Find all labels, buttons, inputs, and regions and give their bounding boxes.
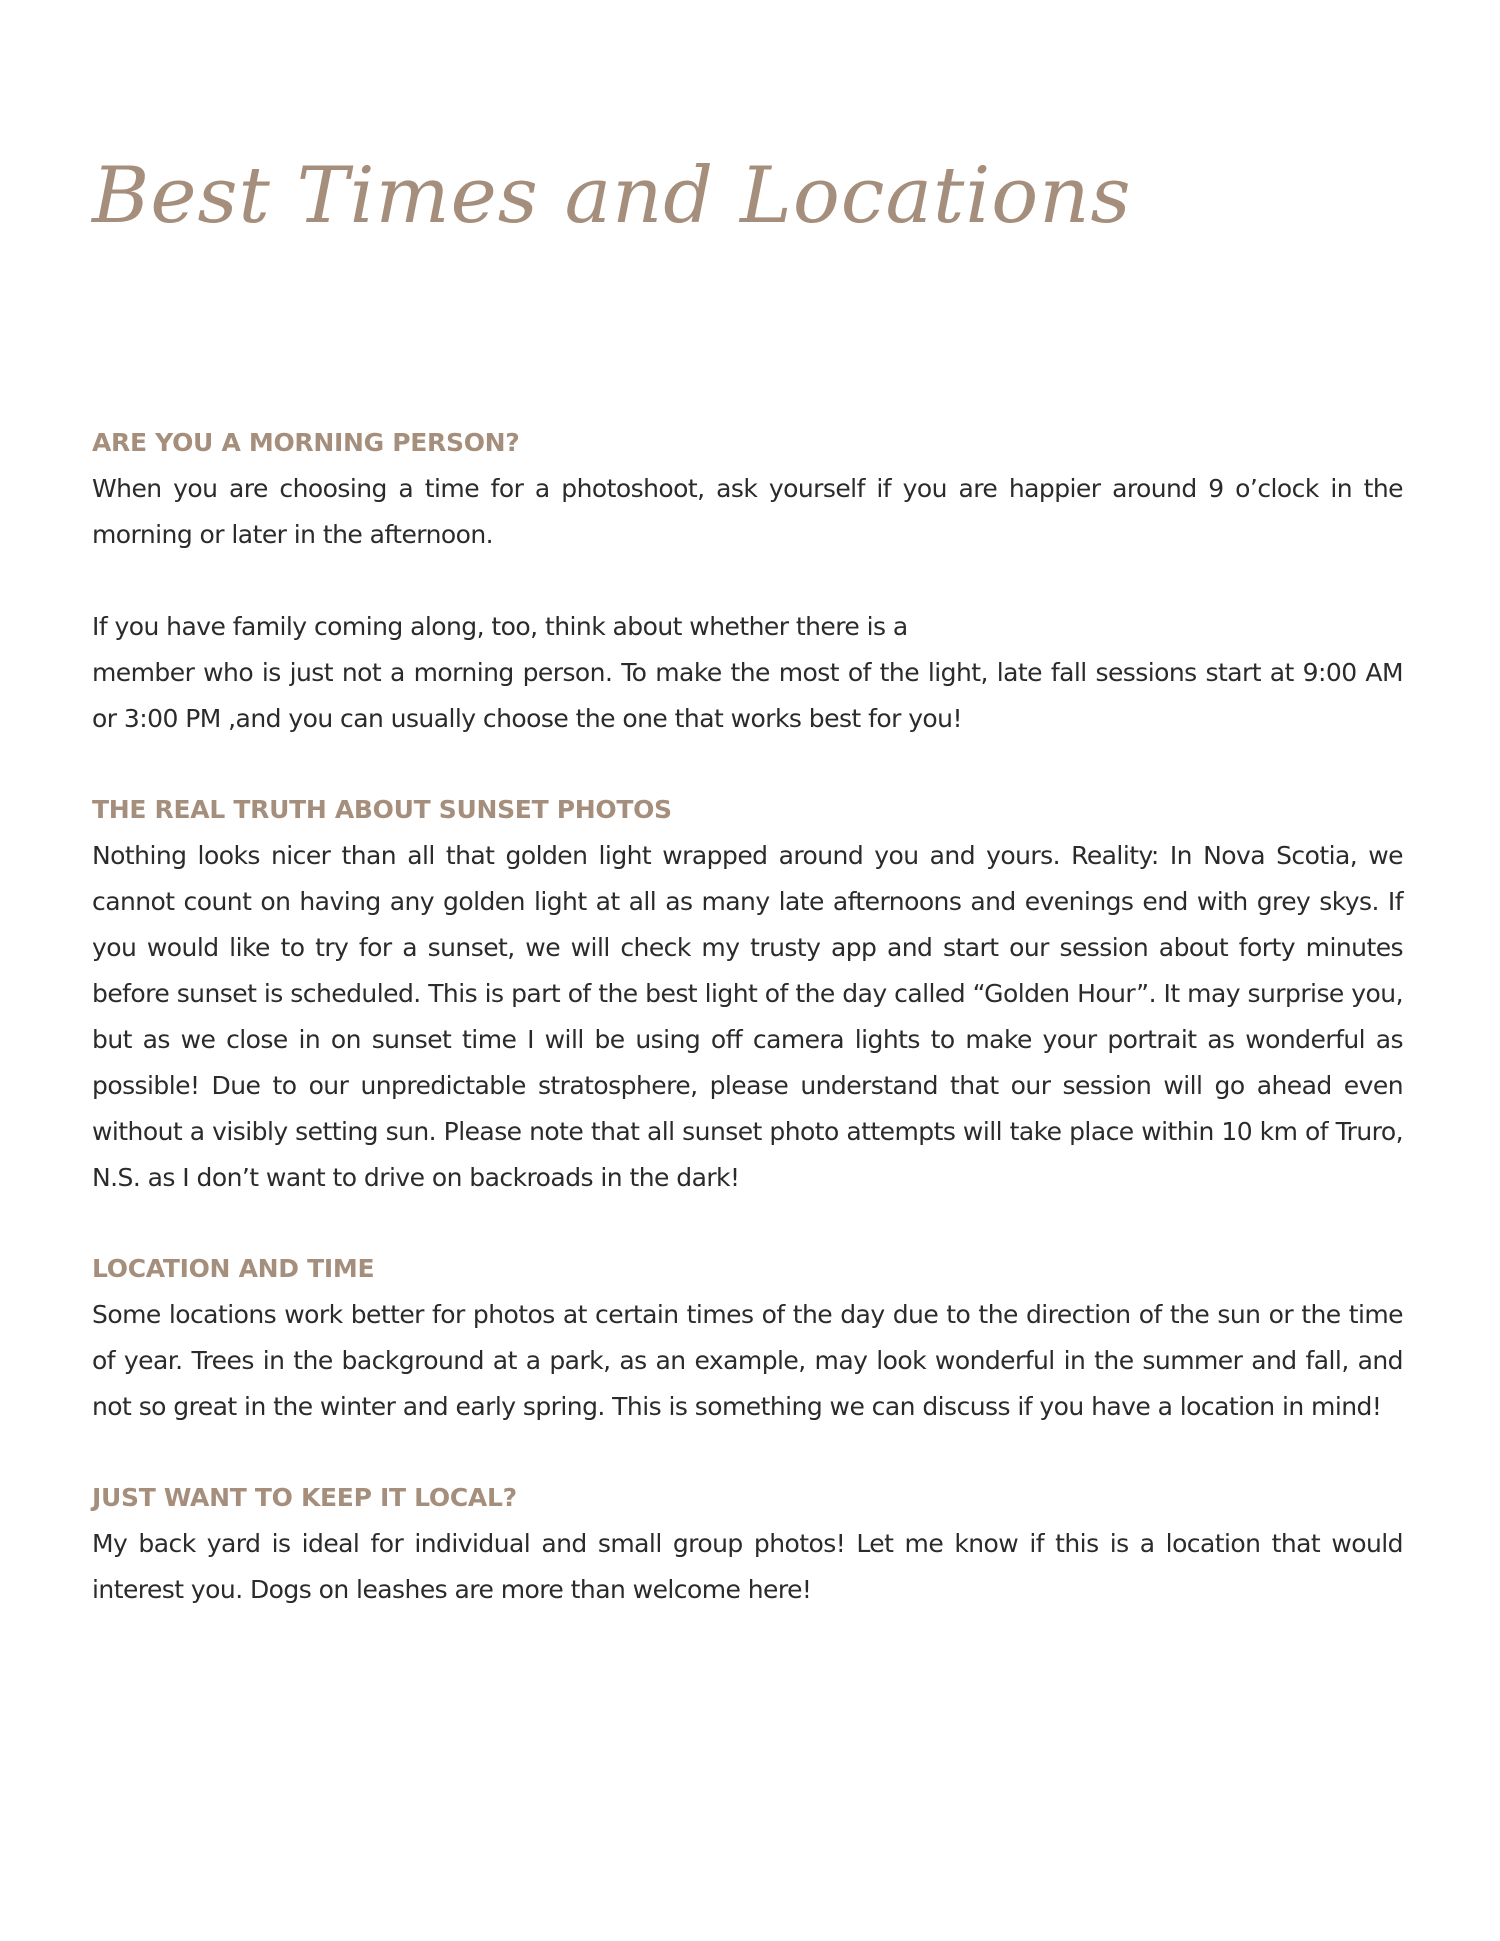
section-paragraph: Some locations work better for photos at certain times of the day due to the direction of the sun or the time of year. Trees in the background at a park, as an example, may look wonderful in the summer and fall, and not so great in the winter and early spring. This is something we can discuss if you have a location in mind! <box>92 1300 1403 1421</box>
section-sunset-photos <box>92 787 1403 1201</box>
section-heading: THE REAL TRUTH ABOUT SUNSET PHOTOS <box>92 795 672 824</box>
document-body <box>92 420 1403 1658</box>
section-morning-person <box>92 420 1403 742</box>
section-paragraph: Nothing looks nicer than all that golden light wrapped around you and yours. Reality: In Nova Scotia, we cannot count on having any golden light at all as many late afternoons and evenings end with grey skys. If you would like to try for a sunset, we will check my trusty app and start our session about forty minutes before sunset is scheduled. This is part of the best light of the day called “Golden Hour”. It may surprise you, but as we close in on sunset time I will be using off camera lights to make your portrait as wonderful as possible! Due to our unpredictable stratosphere, please understand that our session will go ahead even without a visibly setting sun. Please note that all sunset photo attempts will take place within 10 km of Truro, N.S. as I don’t want to drive on backroads in the dark! <box>92 841 1403 1192</box>
section-location-and-time <box>92 1246 1403 1430</box>
section-paragraph: When you are choosing a time for a photoshoot, ask yourself if you are happier around 9 o’clock in the morning or later in the afternoon. <box>92 474 1403 549</box>
page-title: Best Times and Locations <box>92 151 1132 241</box>
section-heading: LOCATION AND TIME <box>92 1254 375 1283</box>
section-heading: ARE YOU A MORNING PERSON? <box>92 428 520 457</box>
section-paragraph: My back yard is ideal for individual and small group photos! Let me know if this is a location that would interest you. Dogs on leashes are more than welcome here! <box>92 1529 1403 1604</box>
paragraph-gap <box>92 558 1403 604</box>
section-keep-it-local <box>92 1475 1403 1613</box>
section-paragraph-line: If you have family coming along, too, think about whether there is a <box>92 612 908 641</box>
section-heading: JUST WANT TO KEEP IT LOCAL? <box>92 1483 517 1512</box>
section-paragraph: member who is just not a morning person. To make the most of the light, late fall sessions start at 9:00 AM or 3:00 PM ,and you can usually choose the one that works best for you! <box>92 658 1403 733</box>
